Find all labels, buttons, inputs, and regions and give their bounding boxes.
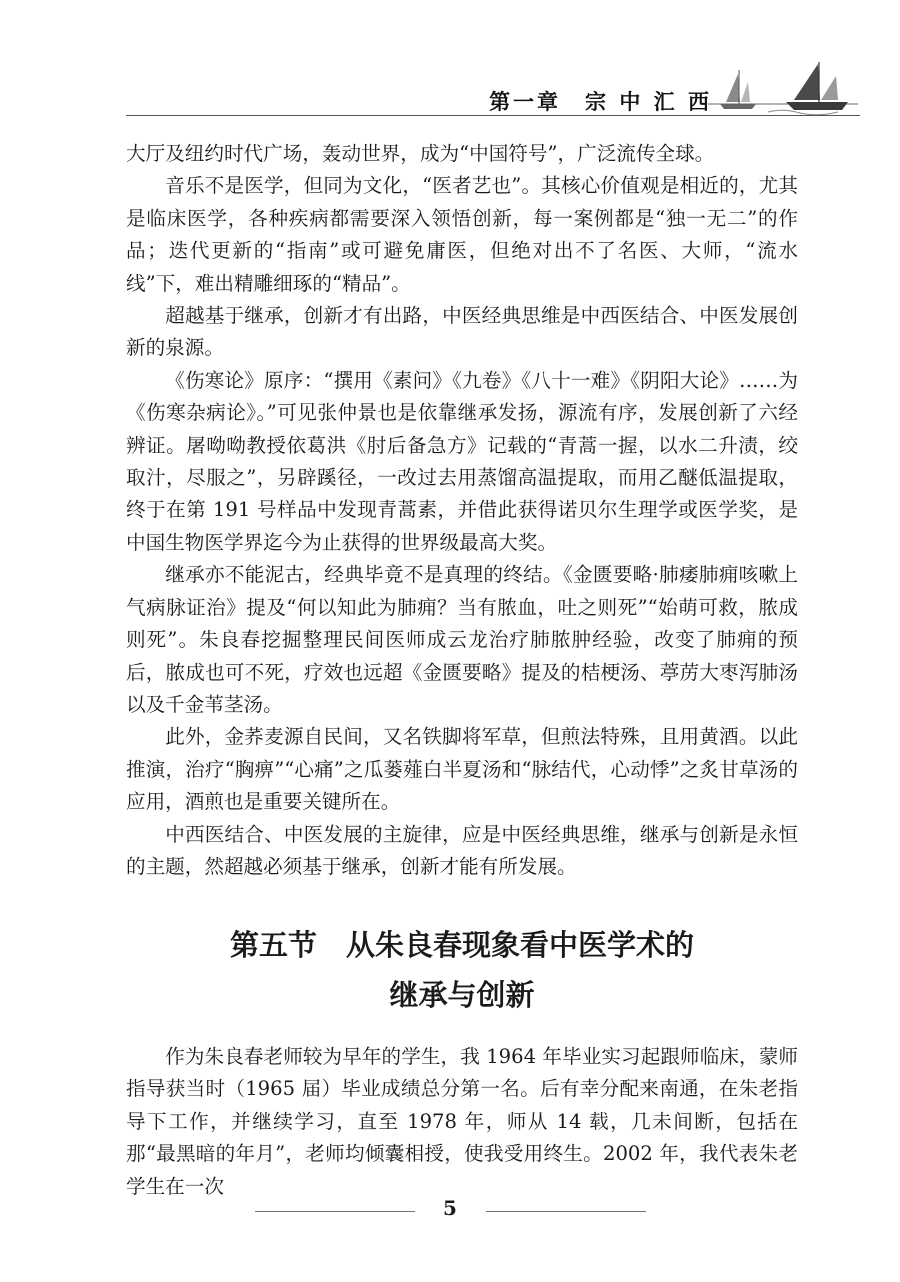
header-rule bbox=[126, 115, 860, 116]
section-heading bbox=[126, 920, 798, 1020]
body-text bbox=[126, 138, 798, 883]
paragraph: 音乐不是医学，但同为文化，“医者艺也”。其核心价值观是相近的，尤其是临床医学，各种疾病都需要深入领悟创新，每一案例都是“独一无二”的作品；迭代更新的“指南”或可避免庸医，但绝对出不了名医、大师，“流水线”下，难出精雕细琢的“精品”。 bbox=[126, 174, 798, 295]
paragraph: 作为朱良春老师较为早年的学生，我 1964 年毕业实习起跟师临床，蒙师指导获当时（1965 届）毕业成绩总分第一名。后有幸分配来南通，在朱老指导下工作，并继续学习，直至 1978 年，师从 14 载，几未间断，包括在那“最黑暗的年月”，老师均倾囊相授，使我受用终生。2002 年，我代表朱老学生在一次 bbox=[126, 1045, 798, 1198]
section-body-text bbox=[126, 1041, 798, 1203]
footer-rule-right bbox=[486, 1211, 646, 1212]
chapter-title: 第一章 宗 中 汇 西 bbox=[489, 90, 712, 114]
page-footer bbox=[0, 1196, 900, 1226]
paragraph: 继承亦不能泥古，经典毕竟不是真理的终结。《金匮要略·肺痿肺痈咳嗽上气病脉证治》提及“何以知此为肺痈？当有脓血，吐之则死”“始萌可救，脓成则死”。朱良春挖掘整理民间医师成云龙治疗肺脓肿经验，改变了肺痈的预后，脓成也可不死，疗效也远超《金匮要略》提及的桔梗汤、葶苈大枣泻肺汤以及千金苇茎汤。 bbox=[126, 563, 798, 716]
paragraph: 此外，金荞麦源自民间，又名铁脚将军草，但煎法特殊，且用黄酒。以此推演，治疗“胸痹”“心痛”之瓜蒌薤白半夏汤和“脉结代，心动悸”之炙甘草汤的应用，酒煎也是重要关键所在。 bbox=[126, 725, 798, 814]
page-number: 5 bbox=[443, 1196, 457, 1220]
paragraph: 超越基于继承，创新才有出路，中医经典思维是中西医结合、中医发展创新的泉源。 bbox=[126, 304, 798, 360]
paragraph: 中西医结合、中医发展的主旋律，应是中医经典思维，继承与创新是永恒的主题，然超越必须基于继承，创新才能有所发展。 bbox=[126, 822, 798, 878]
running-header bbox=[0, 60, 900, 120]
sailboats-icon bbox=[708, 60, 858, 118]
paragraph: 《伤寒论》原序：“撰用《素问》《九卷》《八十一难》《阴阳大论》……为《伤寒杂病论》。”可见张仲景也是依靠继承发扬，源流有序，发展创新了六经辨证。屠呦呦教授依葛洪《肘后备急方》记载的“青蒿一握，以水二升渍，绞取汁，尽服之”，另辟蹊径，一改过去用蒸馏高温提取，而用乙醚低温提取，终于在第 191 号样品中发现青蒿素，并借此获得诺贝尔生理学或医学奖，是中国生物医学界迄今为止获得的世界级最高大奖。 bbox=[126, 368, 798, 554]
footer-rule-left bbox=[255, 1211, 415, 1212]
section-heading-line: 继承与创新 bbox=[389, 978, 535, 1012]
section-heading-line: 第五节 从朱良春现象看中医学术的 bbox=[229, 928, 694, 962]
paragraph: 大厅及纽约时代广场，轰动世界，成为“中国符号”，广泛流传全球。 bbox=[126, 142, 715, 165]
